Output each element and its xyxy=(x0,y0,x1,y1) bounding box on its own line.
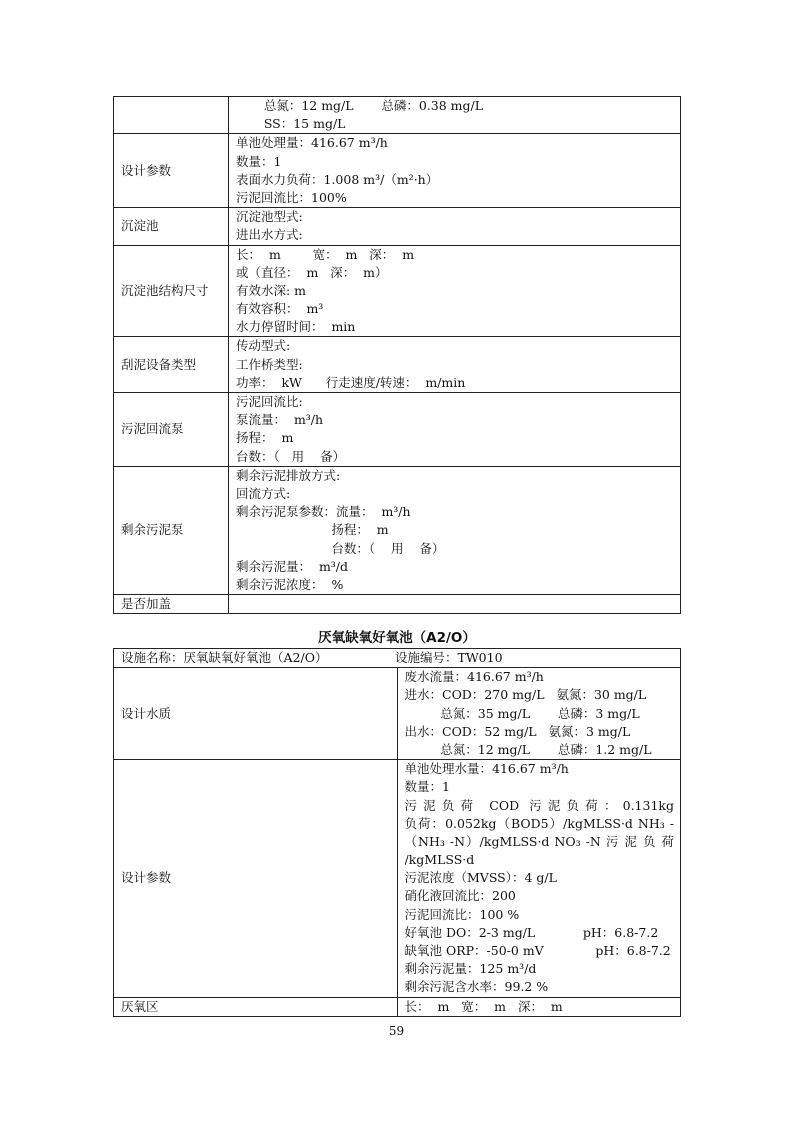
a2o-tank-table xyxy=(113,648,681,1017)
table-row xyxy=(114,97,681,134)
table-row xyxy=(114,595,681,614)
table-row xyxy=(114,466,681,594)
row-label: 沉淀池 xyxy=(114,208,229,245)
content-line: （NH₃ -N）/kgMLSS·d NO₃ -N 污 泥 负 荷 xyxy=(404,833,674,849)
row-label: 厌氧区 xyxy=(114,997,398,1016)
row-label: 污泥回流泵 xyxy=(114,393,229,467)
table-row xyxy=(114,668,681,760)
row-label: 是否加盖 xyxy=(114,595,229,614)
content-line: 总氮：12 mg/L 总磷：1.2 mg/L xyxy=(404,741,652,757)
content-line: 有效水深: m xyxy=(236,282,307,298)
content-line: 泵流量： m³/h xyxy=(236,412,324,428)
row-label: 剩余污泥泵 xyxy=(114,466,229,594)
table-row xyxy=(114,245,681,337)
row-content xyxy=(397,997,681,1016)
row-content xyxy=(229,134,681,208)
row-content xyxy=(229,208,681,245)
content-line: 或（直径： m 深： m） xyxy=(236,264,388,280)
content-line: 长： m 宽： m 深： m xyxy=(236,246,415,262)
content-line: 功率： kW 行走速度/转速： m/min xyxy=(236,374,466,390)
content-line: 扬程： m xyxy=(236,522,389,538)
row-content xyxy=(229,245,681,337)
row-label xyxy=(114,97,229,134)
content-line: 长： m 宽： m 深： m xyxy=(404,998,563,1014)
content-line: 好氧池 DO：2-3 mg/L pH：6.8-7.2 xyxy=(404,924,659,940)
content-line: 台数：（ 用 备） xyxy=(236,448,346,464)
row-label: 刮泥设备类型 xyxy=(114,337,229,393)
content-line: 数量：1 xyxy=(404,779,450,795)
content-line: 单池处理水量：416.67 m³/h xyxy=(404,761,569,777)
row-content xyxy=(397,668,681,760)
table-row xyxy=(114,208,681,245)
row-label: 设计参数 xyxy=(114,134,229,208)
content-line: 回流方式: xyxy=(236,485,291,501)
content-line: 工作桥类型: xyxy=(236,356,303,372)
content-line: 扬程： m xyxy=(236,430,294,446)
facility-header xyxy=(114,649,681,668)
content-line: 污泥浓度（MVSS）：4 g/L xyxy=(404,870,557,886)
section-title: 厌氧缺氧好氧池（A2/O） xyxy=(318,630,476,646)
content-line: 总氮：12 mg/L 总磷：0.38 mg/L xyxy=(236,98,484,113)
row-label: 设计参数 xyxy=(114,760,398,997)
content-line: 单池处理量：416.67 m³/h xyxy=(236,135,388,151)
content-line: 剩余污泥量：125 m³/d xyxy=(404,961,537,977)
content-line: 出水：COD：52 mg/L 氨氮：3 mg/L xyxy=(404,723,631,739)
content-line: 废水流量：416.67 m³/h xyxy=(404,669,544,685)
content-line: 数量：1 xyxy=(236,153,282,169)
row-content xyxy=(229,466,681,594)
content-line: 缺氧池 ORP：-50-0 mV pH：6.8-7.2 xyxy=(404,943,671,958)
content-line: 沉淀池型式: xyxy=(236,209,303,225)
content-line: /kgMLSS·d xyxy=(404,852,475,868)
content-line: 水力停留时间： min xyxy=(236,319,356,335)
content-line: 负荷：0.052kg（BOD5）/kgMLSS·d NH₃ - xyxy=(404,815,674,831)
content-line: 污泥回流比：100 % xyxy=(404,906,520,922)
content-line: 剩余污泥含水率：99.2 % xyxy=(404,979,549,995)
table-row xyxy=(114,134,681,208)
content-line: 硝化液回流比：200 xyxy=(404,888,516,904)
facility-header-text: 设施名称：厌氧缺氧好氧池（A2/O） 设施编号：TW010 xyxy=(121,650,503,665)
content-line: 台数：（ 用 备） xyxy=(236,540,445,556)
row-content xyxy=(229,337,681,393)
row-content xyxy=(229,393,681,467)
content-line xyxy=(236,595,680,613)
content-line: 有效容积： m³ xyxy=(236,301,324,317)
content-line: 表面水力负荷：1.008 m³/（m²·h） xyxy=(236,171,439,187)
facility-header-row xyxy=(114,649,681,668)
content-line: 剩余污泥量： m³/d xyxy=(236,558,349,574)
content-line: 传动型式: xyxy=(236,338,291,354)
row-label: 设计水质 xyxy=(114,668,398,760)
table-row xyxy=(114,997,681,1016)
content-line: 污泥负荷 COD 污泥负荷：0.131kg xyxy=(404,797,674,813)
row-label: 沉淀池结构尺寸 xyxy=(114,245,229,337)
content-line: 剩余污泥排放方式: xyxy=(236,467,341,483)
row-content xyxy=(397,760,681,997)
content-line: 剩余污泥泵参数：流量： m³/h xyxy=(236,504,411,520)
table-row xyxy=(114,760,681,997)
content-line: 污泥回流比: xyxy=(236,394,303,409)
content-line: 进水：COD：270 mg/L 氨氮：30 mg/L xyxy=(404,687,647,703)
content-line: 污泥回流比：100% xyxy=(236,189,347,205)
content-line: 剩余污泥浓度： % xyxy=(236,576,344,592)
table-row xyxy=(114,337,681,393)
content-line: 进出水方式: xyxy=(236,227,303,243)
row-content xyxy=(229,595,681,614)
row-content xyxy=(229,97,681,134)
content-line: 总氮：35 mg/L 总磷：3 mg/L xyxy=(404,705,640,721)
page-number: 59 xyxy=(388,1024,405,1038)
content-line: SS：15 mg/L xyxy=(236,116,346,132)
table-row xyxy=(114,393,681,467)
sedimentation-tank-table xyxy=(113,96,681,614)
